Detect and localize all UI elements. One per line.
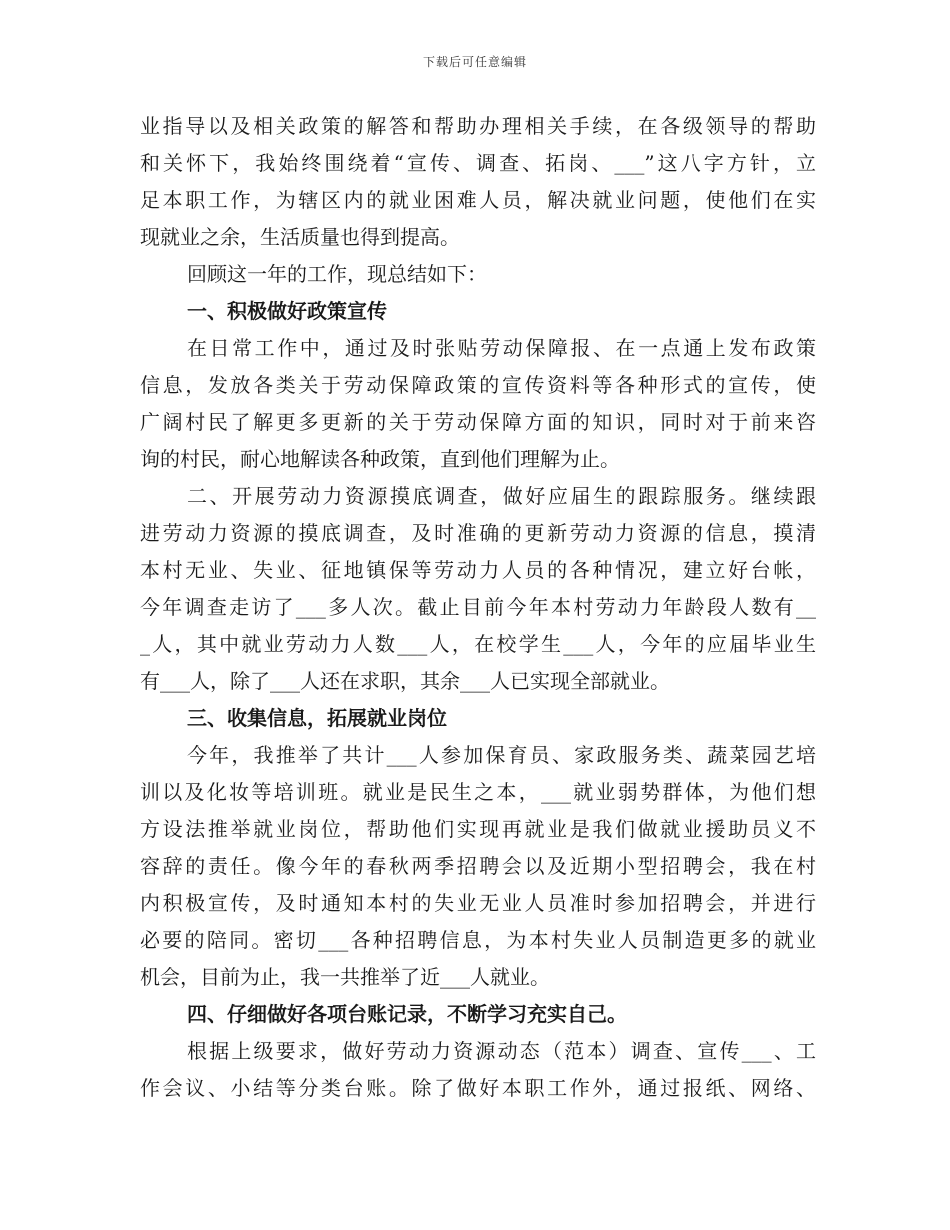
document-body	[140, 108, 816, 1107]
text-line: 有___人，除了___人还在求职，其余___人已实现全部就业。	[140, 669, 670, 693]
text-line: 业指导以及相关政策的解答和帮助办理相关手续，在各级领导的帮助	[140, 114, 816, 138]
text-line: 方设法推举就业岗位，帮助他们实现再就业是我们做就业援助员义不	[140, 817, 816, 841]
text-line: 二、开展劳动力资源摸底调查，做好应届生的跟踪服务。继续跟	[187, 484, 816, 508]
text-line: 信息，发放各类关于劳动保障政策的宣传资料等各种形式的宣传，使	[140, 373, 816, 397]
text-line: 今年调查走访了___多人次。截止目前今年本村劳动力年龄段人数有__	[140, 595, 816, 619]
text-line: 必要的陪同。密切___各种招聘信息，为本村失业人员制造更多的就业	[140, 928, 816, 952]
text-line: 容辞的责任。像今年的春秋两季招聘会以及近期小型招聘会，我在村	[140, 854, 816, 878]
text-line: _人，其中就业劳动力人数___人，在校学生___人，今年的应届毕业生	[140, 632, 816, 656]
text-line: 本村无业、失业、征地镇保等劳动力人员的各种情况，建立好台帐，	[140, 558, 816, 582]
section-heading: 三、收集信息，拓展就业岗位	[187, 706, 447, 730]
text-line: 内积极宣传，及时通知本村的失业无业人员准时参加招聘会，并进行	[140, 891, 816, 915]
text-line: 足本职工作，为辖区内的就业困难人员，解决就业问题，使他们在实	[140, 188, 816, 212]
text-line: 回顾这一年的工作，现总结如下：	[187, 262, 487, 286]
text-line: 和关怀下，我始终围绕着“宣传、调查、拓岗、___”这八字方针，立	[140, 151, 816, 175]
text-line: 现就业之余，生活质量也得到提高。	[140, 225, 460, 249]
section-heading: 四、仔细做好各项台账记录，不断学习充实自己。	[187, 1002, 627, 1026]
text-line: 广阔村民了解更多更新的关于劳动保障方面的知识，同时对于前来咨	[140, 410, 816, 434]
text-line: 作会议、小结等分类台账。除了做好本职工作外，通过报纸、网络、	[140, 1076, 816, 1100]
text-line: 今年，我推举了共计___人参加保育员、家政服务类、蔬菜园艺培	[187, 743, 816, 767]
section-heading: 一、积极做好政策宣传	[187, 299, 387, 323]
page-header: 下载后可任意编辑	[422, 55, 527, 69]
text-line: 进劳动力资源的摸底调查，及时准确的更新劳动力资源的信息，摸清	[140, 521, 816, 545]
text-line: 询的村民，耐心地解读各种政策，直到他们理解为止。	[140, 447, 620, 471]
text-line: 训以及化妆等培训班。就业是民生之本，___就业弱势群体，为他们想	[140, 780, 816, 804]
text-line: 在日常工作中，通过及时张贴劳动保障报、在一点通上发布政策	[187, 336, 816, 360]
text-line: 根据上级要求，做好劳动力资源动态（范本）调查、宣传___、工	[187, 1039, 816, 1063]
text-line: 机会，目前为止，我一共推举了近___人就业。	[140, 965, 550, 989]
